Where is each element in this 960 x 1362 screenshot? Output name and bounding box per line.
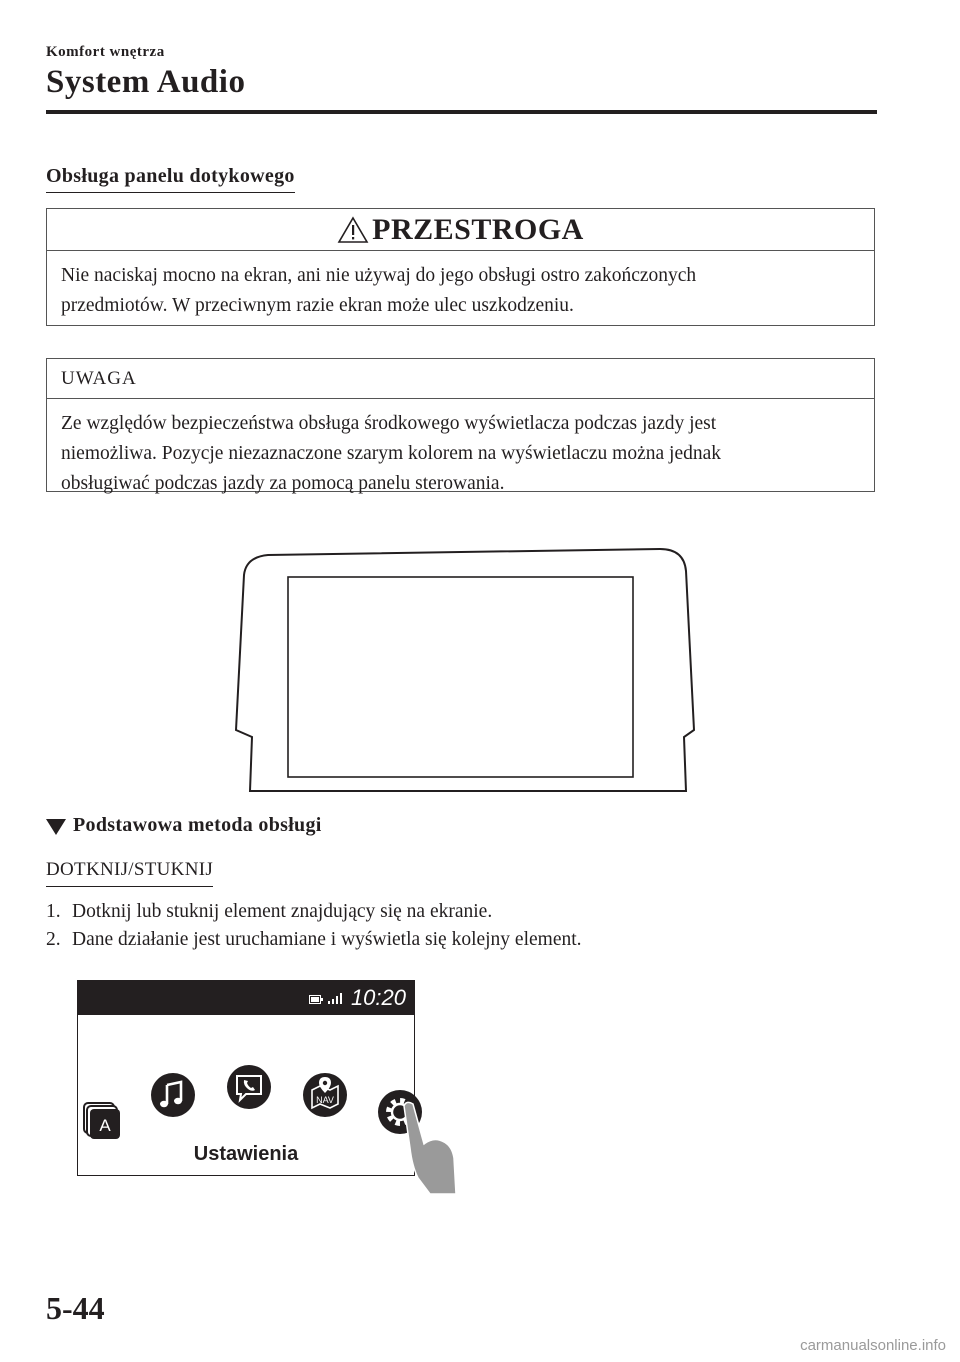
note-line: obsługiwać podczas jazdy za pomocą panelu sterowania. [61,473,505,494]
app-badge-text: A [99,1116,111,1135]
note-line: Ze względów bezpieczeństwa obsługa środkowego wyświetlacza podczas jazdy jest [61,413,717,434]
section-heading: Obsługa panelu dotykowego [46,165,295,193]
nav-label: NAV [316,1095,334,1105]
subsection-heading [46,814,322,837]
step-text: Dane działanie jest uruchamiane i wyświetla się kolejny element. [72,929,582,950]
caution-line: przedmiotów. W przeciwnym razie ekran może ulec uszkodzeniu. [61,295,574,316]
caution-line: Nie naciskaj mocno na ekran, ani nie używaj do jego obsługi ostro zakończonych [61,265,697,286]
status-bar [78,981,414,1015]
finger-pointer-icon [400,1100,458,1196]
applications-icon[interactable] [80,1099,122,1141]
page-title: System Audio [46,64,246,100]
display-illustration [224,545,704,799]
step-item [46,898,582,926]
step-item [46,926,582,954]
note-title: UWAGA [47,359,874,399]
selected-app-label: Ustawienia [193,1143,299,1165]
step-number: 1. [46,901,61,922]
home-screen-illustration [77,980,415,1176]
warning-icon [337,216,372,244]
watermark: carmanualsonline.info [800,1337,946,1354]
music-icon[interactable] [150,1072,196,1118]
signal-icon [328,993,344,1004]
phone-icon[interactable] [226,1064,272,1110]
battery-icon [309,995,323,1004]
touch-heading: DOTKNIJ/STUKNIJ [46,859,213,887]
display-screen [288,577,633,777]
page-number: 5-44 [46,1290,105,1326]
note-box [46,358,875,492]
subsection-title: Podstawowa metoda obsługi [73,814,322,836]
triangle-marker-icon [46,819,66,835]
caution-title: PRZESTROGA [372,212,584,246]
note-text [47,399,874,499]
caution-text [47,251,874,321]
breadcrumb: Komfort wnętrza [46,44,165,60]
step-text: Dotknij lub stuknij element znajdujący się na ekranie. [72,901,493,922]
caution-box [46,208,875,326]
steps-list [46,898,582,954]
navigation-icon[interactable] [302,1072,348,1118]
step-number: 2. [46,929,61,950]
title-divider [46,110,877,114]
note-line: niemożliwa. Pozycje niezaznaczone szarym kolorem na wyświetlaczu można jednak [61,443,722,464]
clock: 10:20 [350,985,406,1010]
caution-header [47,209,874,251]
